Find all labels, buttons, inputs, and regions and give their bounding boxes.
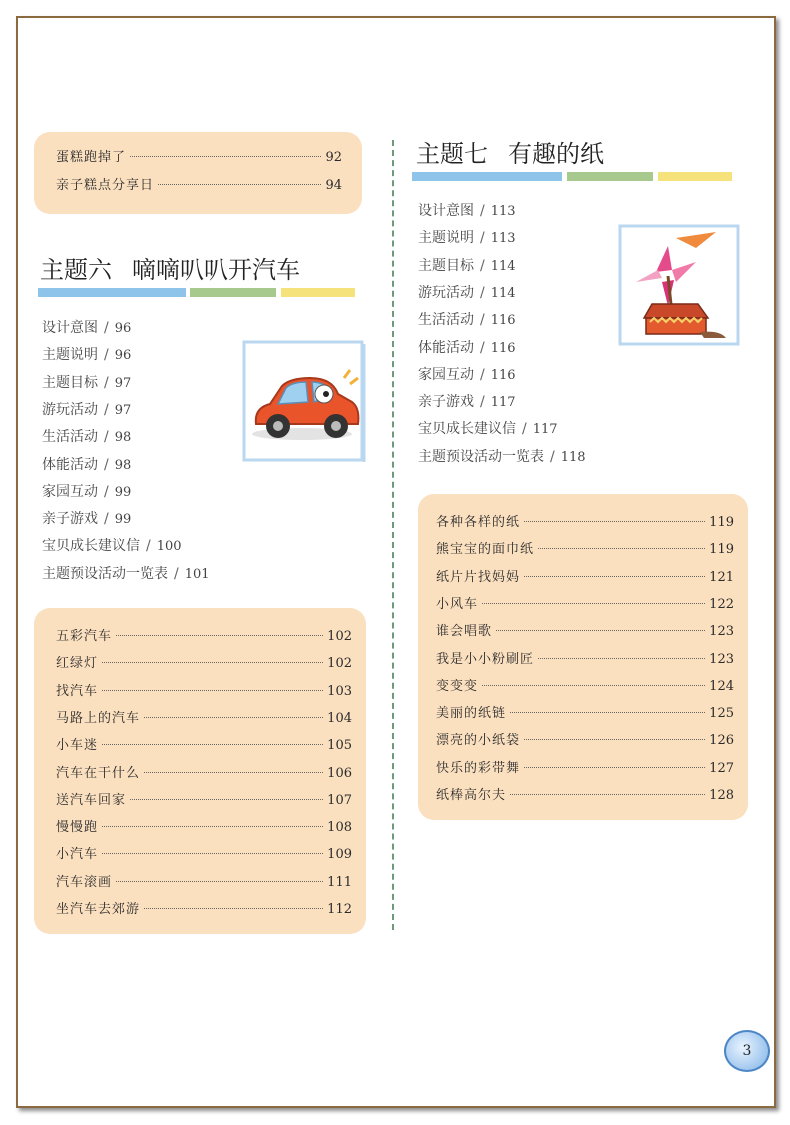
theme7-item-page: 117	[532, 422, 558, 438]
theme7-activity-row[interactable]	[436, 538, 734, 564]
theme6-item-page: 100	[156, 539, 182, 555]
theme6-item-label: 家园互动	[42, 483, 98, 500]
theme6-activity-row[interactable]	[56, 762, 352, 788]
theme7-heading	[416, 134, 604, 169]
theme6-activity-row[interactable]	[56, 789, 352, 815]
page-number-badge	[724, 1030, 770, 1072]
theme7-number: 主题七	[416, 140, 488, 168]
theme7-activity-title: 漂亮的小纸袋	[436, 733, 521, 749]
continued-activities-box	[34, 132, 362, 214]
theme7-activity-page: 122	[709, 596, 734, 612]
theme6-activity-page: 105	[327, 738, 352, 754]
theme6-item-page: 96	[114, 348, 132, 364]
theme6-item[interactable]	[42, 344, 131, 366]
theme6-activity-leader-dots	[130, 799, 323, 800]
theme6-bar-blue	[38, 288, 186, 297]
theme6-item-page: 96	[114, 321, 132, 336]
top-box-title: 亲子糕点分享日	[56, 178, 155, 193]
theme6-item-label: 生活活动	[42, 429, 98, 446]
theme6-activity-title: 送汽车回家	[56, 792, 127, 808]
theme7-activity-page: 119	[709, 542, 734, 558]
theme6-item-page: 101	[184, 566, 210, 582]
theme7-activity-leader-dots	[496, 630, 705, 631]
theme6-activity-leader-dots	[102, 744, 323, 745]
top-box-leader-dots	[130, 156, 321, 157]
theme7-activity-page: 125	[709, 706, 734, 722]
theme6-activity-page: 112	[327, 902, 352, 917]
theme7-item[interactable]	[418, 255, 516, 277]
theme7-activity-page: 124	[709, 678, 734, 694]
theme7-activity-leader-dots	[524, 576, 705, 577]
theme6-activity-leader-dots	[102, 690, 323, 691]
slash-separator: /	[480, 230, 485, 247]
pinwheel-illustration	[616, 222, 746, 352]
theme7-item-page: 114	[490, 285, 516, 301]
theme7-item-label: 游玩活动	[418, 284, 474, 301]
theme7-activity-leader-dots	[538, 548, 705, 549]
theme7-activity-title: 各种各样的纸	[436, 515, 521, 530]
slash-separator: /	[174, 565, 179, 582]
theme6-activity-title: 找汽车	[56, 683, 99, 699]
theme7-item-label: 主题说明	[418, 230, 474, 247]
theme7-activity-page: 123	[709, 651, 734, 667]
theme6-activity-page: 106	[327, 765, 352, 781]
theme6-activity-leader-dots	[144, 772, 323, 773]
theme6-item-page: 99	[114, 484, 132, 500]
theme6-item[interactable]	[42, 563, 210, 585]
slash-separator: /	[480, 339, 485, 356]
top-box-leader-dots	[158, 184, 321, 185]
theme6-activity-leader-dots	[102, 826, 323, 827]
theme6-title: 嘀嘀叭叭开汽车	[132, 256, 300, 284]
theme7-activity-page: 126	[709, 733, 734, 749]
theme6-item-label: 主题预设活动一览表	[42, 565, 168, 582]
theme6-item-label: 宝贝成长建议信	[42, 538, 140, 555]
theme7-item[interactable]	[418, 282, 516, 304]
theme7-item-label: 家园互动	[418, 366, 474, 383]
theme7-bar-blue	[412, 172, 562, 181]
theme7-activity-title: 纸片片找妈妈	[436, 569, 521, 585]
theme6-activity-leader-dots	[116, 635, 323, 636]
theme6-activity-page: 111	[327, 874, 352, 890]
theme6-activity-row[interactable]	[56, 871, 352, 897]
slash-separator: /	[104, 429, 109, 446]
slash-separator: /	[480, 257, 485, 274]
slash-separator: /	[480, 394, 485, 411]
slash-separator: /	[104, 374, 109, 391]
theme6-item-label: 主题说明	[42, 347, 98, 364]
theme7-activity-leader-dots	[524, 739, 705, 740]
theme6-item-page: 99	[114, 512, 132, 528]
theme6-activity-row[interactable]	[56, 652, 352, 678]
theme7-activity-title: 谁会唱歌	[436, 624, 493, 640]
theme6-item[interactable]	[42, 454, 131, 476]
theme6-activity-title: 小车迷	[56, 738, 99, 754]
theme7-item[interactable]	[418, 227, 516, 249]
theme7-item[interactable]	[418, 337, 516, 359]
top-box-row[interactable]	[56, 174, 342, 200]
theme6-activity-title: 汽车在干什么	[56, 765, 141, 781]
theme7-activity-row[interactable]	[436, 566, 734, 592]
theme7-activity-row[interactable]	[436, 511, 734, 537]
theme7-bar-green	[567, 172, 653, 181]
theme7-item-label: 宝贝成长建议信	[418, 421, 516, 438]
theme6-activity-page: 109	[327, 847, 352, 863]
theme7-activity-row[interactable]	[436, 593, 734, 619]
theme7-item-label: 体能活动	[418, 339, 474, 356]
theme7-activity-row[interactable]	[436, 648, 734, 674]
theme7-item[interactable]	[418, 446, 586, 468]
theme7-activity-page: 127	[709, 760, 734, 776]
theme7-activity-row[interactable]	[436, 757, 734, 783]
slash-separator: /	[480, 366, 485, 383]
car-illustration	[240, 338, 368, 466]
theme7-activity-title: 小风车	[436, 596, 479, 612]
theme7-activity-leader-dots	[482, 603, 705, 604]
slash-separator: /	[104, 347, 109, 364]
theme7-activity-title: 美丽的纸链	[436, 706, 507, 722]
theme7-item-label: 生活活动	[418, 312, 474, 329]
theme6-activity-page: 104	[327, 710, 352, 726]
slash-separator: /	[522, 421, 527, 438]
theme6-item-page: 97	[114, 402, 132, 418]
theme7-activity-row[interactable]	[436, 675, 734, 701]
theme6-number: 主题六	[40, 256, 112, 284]
theme7-item-page: 116	[490, 340, 516, 356]
column-divider	[392, 140, 394, 930]
theme6-activity-leader-dots	[116, 881, 323, 882]
theme7-activity-page: 119	[709, 515, 734, 530]
top-box-row[interactable]	[56, 146, 342, 172]
theme7-activity-leader-dots	[538, 658, 705, 659]
theme7-item-page: 113	[490, 204, 516, 219]
theme7-item[interactable]	[418, 391, 516, 413]
theme7-activity-page: 128	[709, 788, 734, 803]
theme6-activity-leader-dots	[144, 908, 323, 909]
theme7-title: 有趣的纸	[508, 140, 604, 168]
theme7-bar-yellow	[658, 172, 732, 181]
theme7-activity-leader-dots	[510, 794, 705, 795]
theme6-heading	[40, 250, 300, 285]
theme6-item-label: 设计意图	[42, 320, 98, 336]
theme7-item-page: 114	[490, 258, 516, 274]
theme6-activity-row[interactable]	[56, 707, 352, 733]
theme6-item[interactable]	[42, 508, 131, 530]
theme6-activity-leader-dots	[102, 853, 323, 854]
slash-separator: /	[146, 538, 151, 555]
theme6-item[interactable]	[42, 372, 131, 394]
theme6-item[interactable]	[42, 317, 131, 339]
theme7-activity-page: 121	[709, 569, 734, 585]
theme7-activity-leader-dots	[510, 712, 705, 713]
theme6-bar-yellow	[281, 288, 355, 297]
theme6-activity-page: 108	[327, 820, 352, 836]
theme7-item-label: 主题预设活动一览表	[418, 448, 544, 465]
page-number: 3	[742, 1043, 752, 1059]
theme6-item-label: 体能活动	[42, 456, 98, 473]
theme6-item[interactable]	[42, 535, 182, 557]
theme6-activity-title: 小汽车	[56, 847, 99, 863]
slash-separator: /	[104, 511, 109, 528]
theme7-item-page: 113	[490, 231, 516, 247]
slash-separator: /	[550, 448, 555, 465]
theme6-activity-page: 102	[327, 629, 352, 644]
slash-separator: /	[480, 284, 485, 301]
theme6-item-label: 主题目标	[42, 374, 98, 391]
theme6-item-page: 97	[114, 375, 132, 391]
theme7-item-page: 118	[560, 449, 586, 465]
theme6-activity-leader-dots	[144, 717, 323, 718]
theme6-activity-row[interactable]	[56, 734, 352, 760]
theme7-item-page: 117	[490, 395, 516, 411]
theme7-activity-row[interactable]	[436, 620, 734, 646]
theme6-activity-page: 102	[327, 656, 352, 672]
theme6-activity-title: 汽车滚画	[56, 874, 113, 890]
theme7-item-page: 116	[490, 367, 516, 383]
theme7-activity-row[interactable]	[436, 729, 734, 755]
slash-separator: /	[104, 401, 109, 418]
theme6-activity-leader-dots	[102, 662, 323, 663]
theme7-activity-title: 纸棒高尔夫	[436, 788, 507, 803]
top-box-page: 94	[325, 178, 342, 193]
slash-separator: /	[104, 456, 109, 473]
slash-separator: /	[104, 483, 109, 500]
theme6-activity-title: 五彩汽车	[56, 629, 113, 644]
top-box-page: 92	[325, 150, 342, 165]
theme6-bar-green	[190, 288, 276, 297]
theme7-activity-page: 123	[709, 624, 734, 640]
theme6-activity-row[interactable]	[56, 898, 352, 924]
theme7-activity-leader-dots	[482, 685, 705, 686]
theme7-item-label: 主题目标	[418, 257, 474, 274]
theme7-activity-title: 我是小小粉刷匠	[436, 651, 535, 667]
theme6-activity-title: 坐汽车去郊游	[56, 902, 141, 917]
theme6-activity-row[interactable]	[56, 625, 352, 651]
theme6-activity-row[interactable]	[56, 843, 352, 869]
theme6-activity-title: 慢慢跑	[56, 820, 99, 836]
theme7-activity-title: 熊宝宝的面巾纸	[436, 542, 535, 558]
theme7-activity-row[interactable]	[436, 702, 734, 728]
theme6-activity-row[interactable]	[56, 680, 352, 706]
theme7-item-page: 116	[490, 313, 516, 329]
theme6-item-page: 98	[114, 430, 132, 446]
theme7-item[interactable]	[418, 418, 558, 440]
theme7-item[interactable]	[418, 200, 516, 222]
slash-separator: /	[480, 203, 485, 219]
theme6-item[interactable]	[42, 481, 131, 503]
theme7-item-label: 亲子游戏	[418, 394, 474, 411]
theme6-activity-row[interactable]	[56, 816, 352, 842]
theme7-item[interactable]	[418, 309, 516, 331]
theme6-item-page: 98	[114, 457, 132, 473]
top-box-title: 蛋糕跑掉了	[56, 150, 127, 165]
theme6-activity-title: 马路上的汽车	[56, 710, 141, 726]
theme7-activity-title: 变变变	[436, 678, 479, 694]
slash-separator: /	[104, 320, 109, 336]
theme6-item[interactable]	[42, 426, 131, 448]
theme7-activity-leader-dots	[524, 767, 705, 768]
slash-separator: /	[480, 312, 485, 329]
theme6-activity-title: 红绿灯	[56, 656, 99, 672]
theme6-item-label: 亲子游戏	[42, 511, 98, 528]
theme7-item-label: 设计意图	[418, 203, 474, 219]
theme6-activity-page: 107	[327, 792, 352, 808]
theme6-activity-page: 103	[327, 683, 352, 699]
theme6-item[interactable]	[42, 399, 131, 421]
theme7-activity-row[interactable]	[436, 784, 734, 810]
theme7-activity-title: 快乐的彩带舞	[436, 760, 521, 776]
theme7-item[interactable]	[418, 364, 516, 386]
theme6-item-label: 游玩活动	[42, 401, 98, 418]
theme7-activity-leader-dots	[524, 521, 705, 522]
